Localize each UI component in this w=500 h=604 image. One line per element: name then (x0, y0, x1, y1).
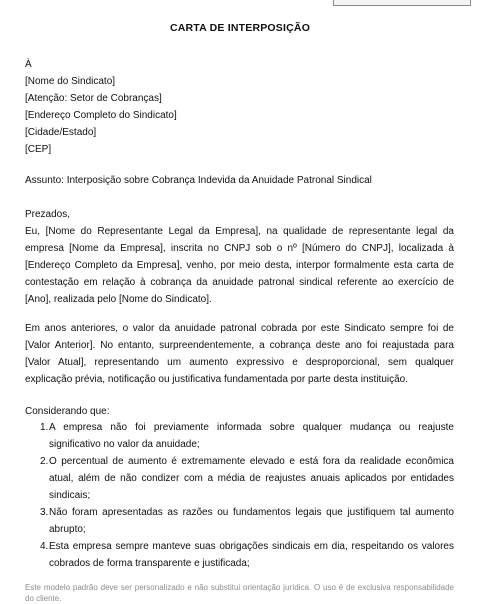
list-number: 2. (40, 456, 49, 467)
list-text: Não foram apresentadas as razões ou fundamentos legais que justifiquem tal aumento abrupto; (49, 507, 454, 535)
recipient-line: [Cidade/Estado] (25, 127, 97, 138)
greeting: Prezados, (25, 209, 71, 220)
paragraph-introduction: Eu, [Nome do Representante Legal da Empresa], na qualidade de representante legal da empresa [Nome da Empresa], inscrita no CNPJ sob o nº [Número do CNPJ], localizada à [Endereço Completo da Empresa], venho, por meio desta, interpor formalmente esta carta de contestação em relação à cobrança da anuidade patronal sindical referente ao exercício de [Ano], realizada pelo [Nome do Sindicato]. (25, 226, 454, 305)
document-title: CARTA DE INTERPOSIÇÃO (169, 22, 311, 34)
top-frame (333, 0, 471, 6)
list-item (25, 419, 454, 453)
recipient-line: [CEP] (25, 144, 52, 155)
list-text: A empresa não foi previamente informada sobre qualquer mudança ou reajuste significativo no valor da anuidade; (49, 422, 454, 450)
subject-line: Assunto: Interposição sobre Cobrança Indevida da Anuidade Patronal Sindical (25, 175, 372, 186)
recipient-line: [Nome do Sindicato] (25, 76, 116, 87)
paragraph-background: Em anos anteriores, o valor da anuidade patronal cobrada por este Sindicato sempre foi de [Valor Anterior]. No entanto, surpreendentemente, a cobrança deste ano foi reajustada para [Valor Atual], representando um aumento expressivo e desproporcional, sem qualquer explicação prévia, notificação ou justificativa fundamentada por parte desta instituição. (25, 323, 454, 385)
considering-heading: Considerando que: (25, 406, 110, 417)
list-item (25, 453, 454, 504)
recipient-address (25, 56, 454, 158)
list-item (25, 538, 454, 572)
list-number: 1. (40, 422, 49, 433)
list-number: 3. (40, 507, 49, 518)
list-text: Esta empresa sempre manteve suas obrigações sindicais em dia, respeitando os valores cobrados de forma transparente e justificada; (49, 541, 454, 569)
recipient-line: [Endereço Completo do Sindicato] (25, 110, 177, 121)
list-item (25, 504, 454, 538)
considerations-list (25, 419, 454, 572)
recipient-to: À (25, 59, 32, 70)
disclaimer-footer: Este modelo padrão deve ser personalizado e não substitui orientação jurídica. O uso é de exclusiva responsabilidade do cliente. (25, 583, 454, 603)
list-text: O percentual de aumento é extremamente elevado e está fora da realidade econômica atual, além de não condizer com a média de reajustes anuais aplicados por entidades sindicais; (49, 456, 454, 501)
recipient-line: [Atenção: Setor de Cobranças] (25, 93, 162, 104)
list-number: 4. (40, 541, 49, 552)
